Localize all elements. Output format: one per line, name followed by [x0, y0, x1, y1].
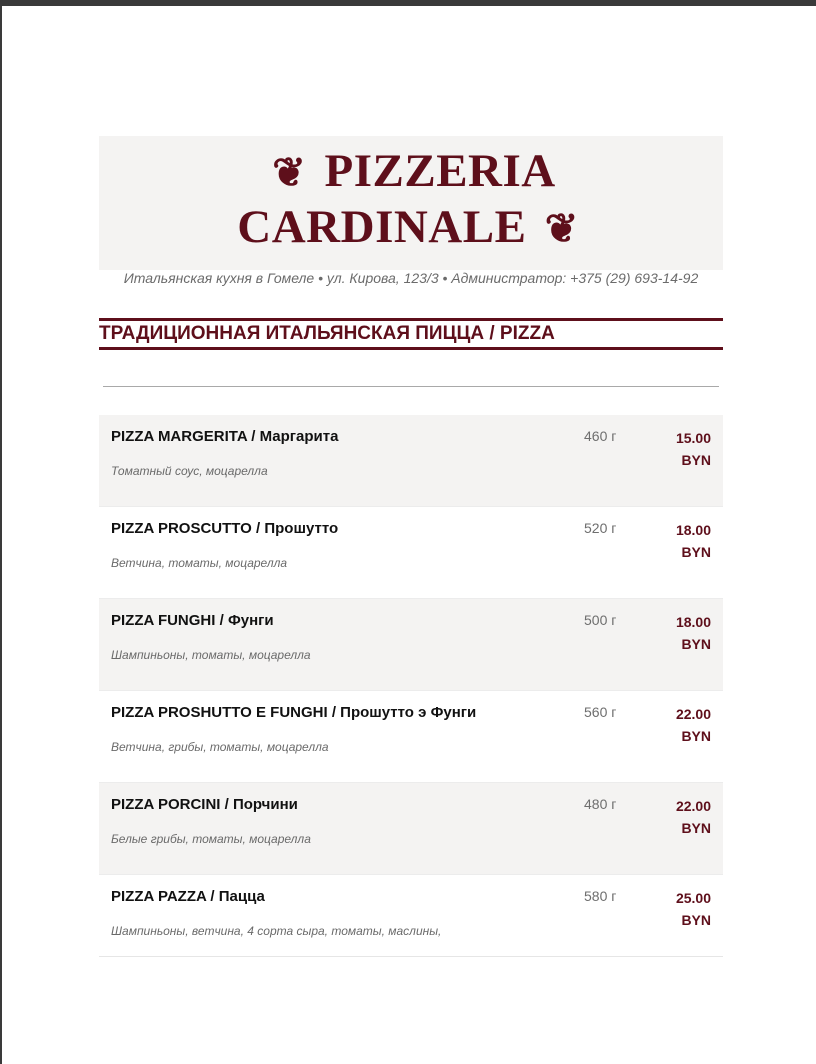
item-price — [651, 887, 711, 931]
price-value: 22.00 — [675, 798, 711, 814]
price-value: 18.00 — [675, 614, 711, 630]
fleuron-icon: ❦ — [544, 206, 579, 251]
brand-name-second: CARDINALE — [237, 201, 527, 253]
item-description: Ветчина, грибы, томаты, моцарелла — [111, 740, 329, 754]
menu-item — [99, 691, 723, 783]
item-name: PIZZA PROSHUTTO E FUNGHI / Прошутто э Фунги — [111, 704, 477, 721]
menu-item — [99, 783, 723, 875]
divider — [103, 386, 719, 387]
menu-item — [99, 599, 723, 691]
item-description: Белые грибы, томаты, моцарелла — [111, 832, 311, 846]
price-currency: BYN — [681, 912, 711, 928]
menu-list — [99, 415, 723, 957]
menu-page — [99, 136, 723, 957]
menu-item — [99, 875, 723, 957]
item-weight: 500 г — [584, 612, 617, 628]
price-currency: BYN — [681, 636, 711, 652]
item-description: Шампиньоны, ветчина, 4 сорта сыра, томаты, маслины, — [111, 924, 442, 938]
item-name: PIZZA PORCINI / Порчини — [111, 796, 298, 813]
item-name: PIZZA PROSCUTTO / Прошутто — [111, 520, 339, 537]
price-currency: BYN — [681, 544, 711, 560]
price-value: 25.00 — [675, 890, 711, 906]
item-name: PIZZA FUNGHI / Фунги — [111, 612, 274, 629]
price-value: 15.00 — [675, 430, 711, 446]
window-top-edge — [0, 0, 816, 6]
price-currency: BYN — [681, 728, 711, 744]
item-price — [651, 519, 711, 563]
price-value: 22.00 — [675, 706, 711, 722]
masthead — [99, 136, 723, 270]
item-weight: 520 г — [584, 520, 617, 536]
tagline: Итальянская кухня в Гомеле • ул. Кирова, 123/3 • Администратор: +375 (29) 693-14-92 — [123, 270, 699, 286]
price-value: 18.00 — [675, 522, 711, 538]
item-weight: 560 г — [584, 704, 617, 720]
section-title: ТРАДИЦИОННАЯ ИТАЛЬЯНСКАЯ ПИЦЦА / PIZZA — [99, 323, 555, 344]
item-description: Томатный соус, моцарелла — [111, 464, 268, 478]
brand-title-line1 — [99, 144, 723, 200]
item-price — [651, 611, 711, 655]
item-description: Ветчина, томаты, моцарелла — [111, 556, 288, 570]
brand-title-line2 — [99, 200, 723, 256]
item-weight: 460 г — [584, 428, 617, 444]
brand-name-first: PIZZERIA — [324, 145, 556, 197]
item-weight: 580 г — [584, 888, 617, 904]
price-currency: BYN — [681, 452, 711, 468]
item-name: PIZZA MARGERITA / Маргарита — [111, 428, 339, 445]
window-left-edge — [0, 0, 2, 1064]
fleuron-icon: ❦ — [272, 150, 307, 195]
item-price — [651, 703, 711, 747]
item-weight: 480 г — [584, 796, 617, 812]
item-name: PIZZA PAZZA / Пацца — [111, 888, 265, 905]
item-price — [651, 427, 711, 471]
item-description: Шампиньоны, томаты, моцарелла — [111, 648, 311, 662]
section-header — [99, 318, 723, 350]
price-currency: BYN — [681, 820, 711, 836]
menu-item — [99, 415, 723, 507]
menu-item — [99, 507, 723, 599]
item-price — [651, 795, 711, 839]
